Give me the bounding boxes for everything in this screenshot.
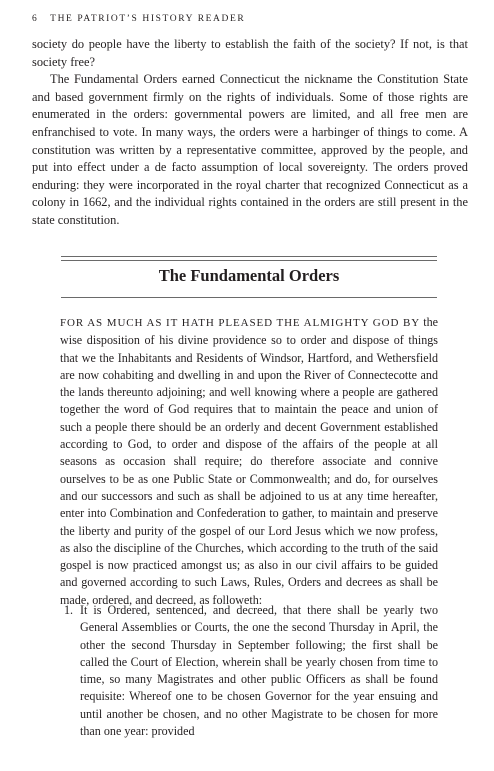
title-rule-top-double [61,260,437,261]
page-number: 6 [32,14,39,24]
item-text: It is Ordered, sentenced, and decreed, that there shall be yearly two General Assemblies or Courts, the one the second Thursday in April, the other the second Thursday in September following; the first shall be called the Court of Election, wherein shall be yearly chosen from time to time, so many Magistrates and other public Officers as shall be found requisite: Whereof one to be chosen Governor for the year ensuing and until another be chosen, and no other Magistrate to be chosen for more than one year: provided [80,603,438,739]
document-title: The Fundamental Orders [158,266,340,285]
item-number: 1. [64,603,74,617]
title-rule-bottom [61,297,437,298]
preamble-text: the wise disposition of his divine providence so to order and dispose of things that we the Inhabitants and Residents of Windsor, Hartford, and Wethersfield are now cohabiting and dwelling in and upon the River of Connectecotte and the lands thereunto adjoining; and well knowing where a people are gathered together the word of God requires that to maintain the peace and union of such a people there should be an orderly and decent Government established according to God, to order and dispose of the affairs of the people at all seasons as occasion shall require; do therefore associate and connive ourselves to be as one Public State or Commonwealth; and do, for ourselves and our successors and such as shall be adjoined to us at any time hereafter, enter into Combination and Confederation to gather, to maintain and preserve the liberty and purity of the gospel of our Lord Jesus which we now profess, as also the discipline of the Churches, which according to the truth of the said gospel is now practiced amongst us; as also in our civil affairs to be guided and governed according to such Laws, Rules, Orders and decrees as shall be made, ordered, and decreed, as followeth: [60,315,438,607]
list-item [60,602,438,740]
preamble-lead-in: FOR AS MUCH AS IT HATH PLEASED THE ALMIGHTY GOD BY [60,317,421,329]
title-rule-top [61,256,437,257]
running-head [32,14,472,24]
document-preamble [60,314,438,609]
book-title: THE PATRIOT’S HISTORY READER [50,14,246,24]
intro-paragraph-1: society do people have the liberty to establish the faith of the society? If not, is that society free? [32,37,468,69]
intro-paragraph-2: The Fundamental Orders earned Connecticut the nickname the Constitution State and based government firmly on the rights of individuals. Some of those rights are enumerated in the orders: governmental powers are limited, and all free men are enfranchised to vote. In many ways, the orders were a harbinger of things to come. A constitution was written by a representative committee, approved by the people, and put into effect under a de facto assumption of local sovereignty. The orders proved enduring: they were incorporated in the royal charter that recognized Connecticut as a colony in 1662, and the individual rights contained in the orders are still present in the state constitution. [32,72,468,227]
intro-text [32,36,468,230]
